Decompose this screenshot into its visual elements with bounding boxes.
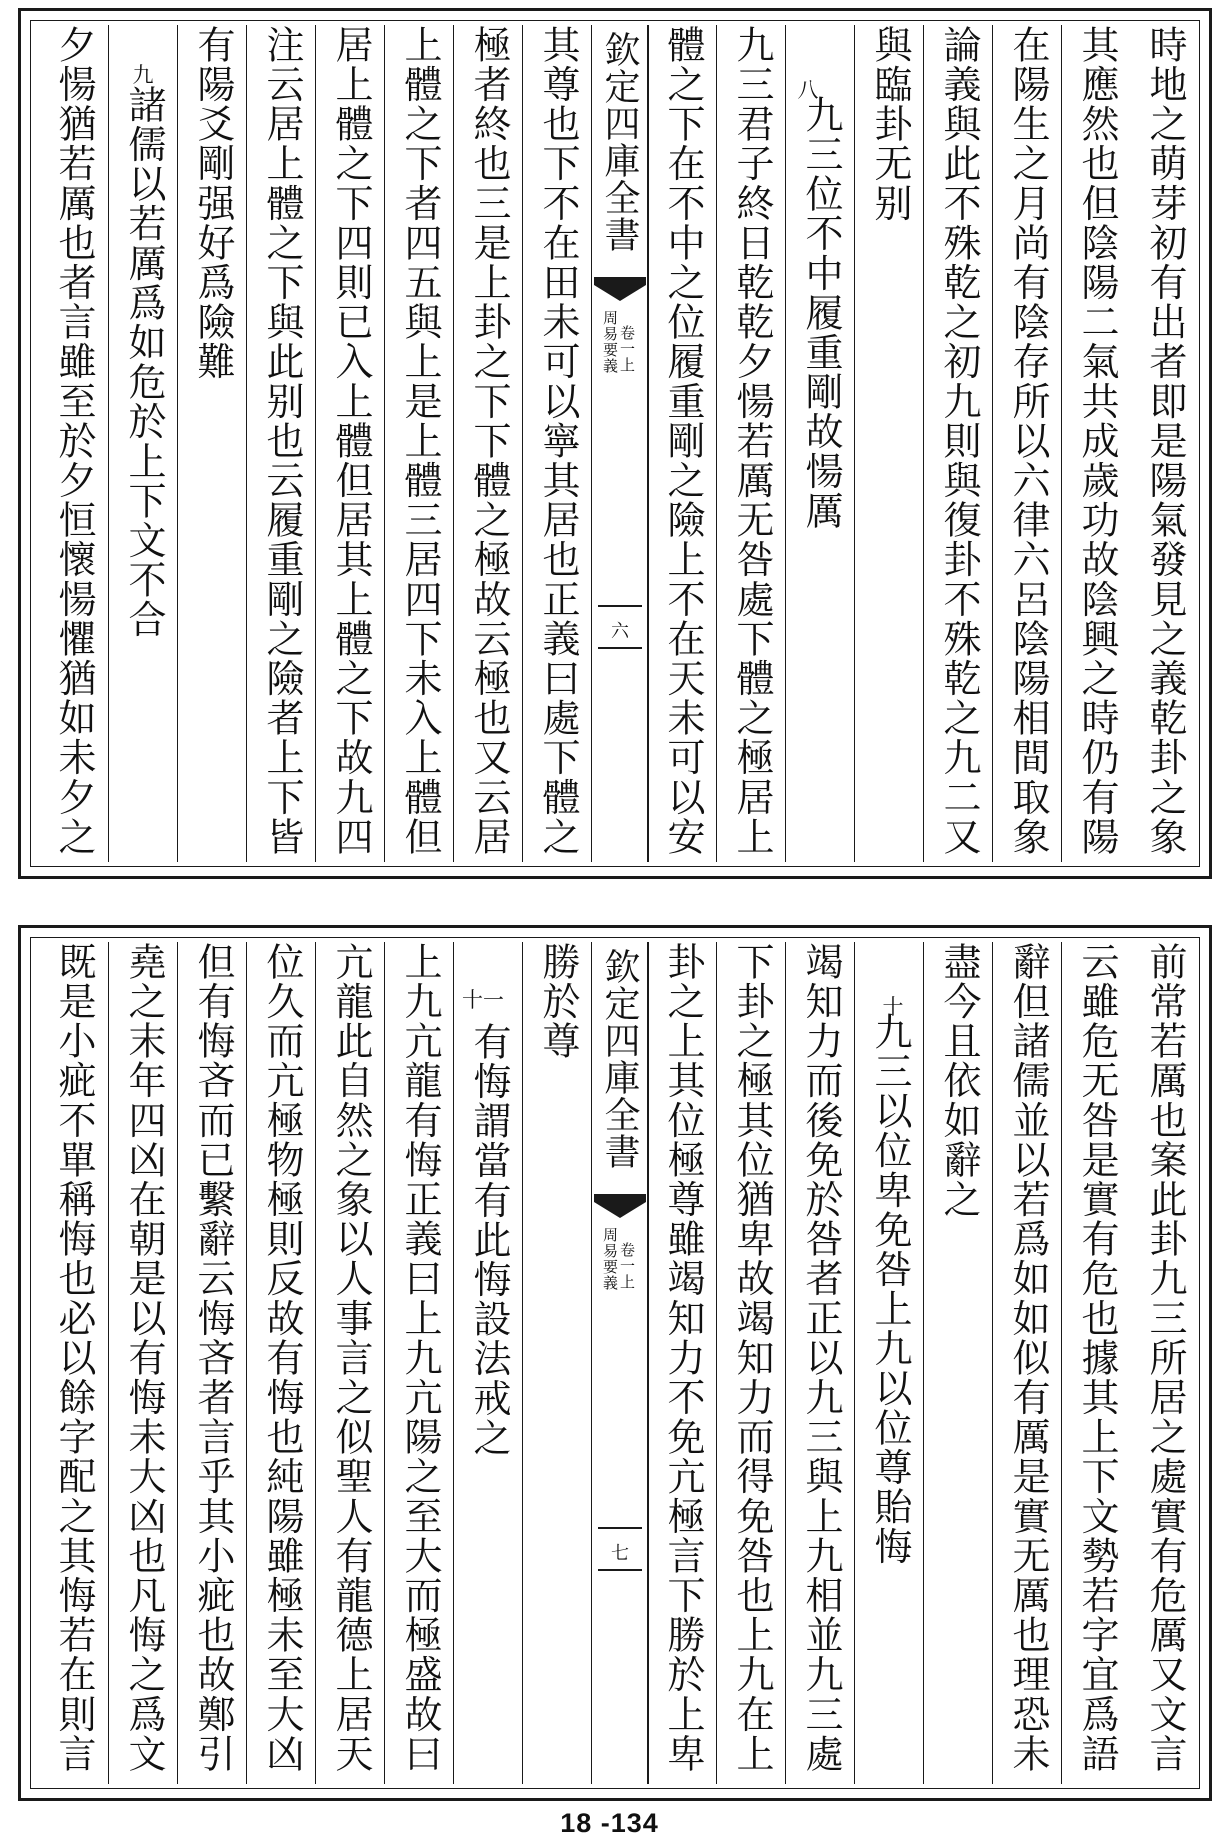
text-column: 夕愓猶若厲也者言雖至於夕恒懷愓懼猶如未夕之	[52, 25, 96, 857]
text-column: 極者終也三是上卦之下下體之極故云極也又云居	[453, 25, 523, 862]
column-text: 有悔謂當有此悔設法戒之	[467, 1022, 511, 1458]
text-column: 既是小疵不單稱悔也必以餘字配之其悔若在則言	[52, 942, 96, 1774]
page-number-rule	[598, 1569, 642, 1571]
text-column: 亢龍此自然之象以人事言之似聖人有龍德上居天	[315, 942, 385, 1784]
text-column: 有陽爻剛强好爲險難	[177, 25, 247, 862]
library-title: 欽定四庫全書	[599, 948, 640, 1170]
text-column: 論義與此不殊乾之初九則與復卦不殊乾之九二又	[923, 25, 993, 862]
text-column: 勝於尊	[522, 942, 592, 1784]
book-title: 周易要義	[601, 1227, 619, 1291]
volume-label: 卷一上	[618, 1242, 636, 1290]
library-title: 欽定四庫全書	[599, 31, 640, 253]
text-column: 九三君子終日乾乾夕愓若厲无咎處下體之極居上	[716, 25, 786, 862]
page-number: 七	[611, 1543, 629, 1564]
book-info	[601, 1227, 619, 1291]
text-column: 堯之末年四凶在朝是以有悔未大凶也凡悔之爲文	[108, 942, 178, 1784]
text-column: 卦之上其位極尊雖竭知力不免亢極言下勝於上卑	[647, 942, 717, 1784]
text-column: 云雖危无咎是實有危也據其上下文勢若字宜爲語	[1061, 942, 1131, 1784]
text-column: 其尊也下不在田未可以寧其居也正義曰處下體之	[522, 25, 592, 862]
page-number: 六	[611, 621, 629, 642]
text-column: 盡今且依如辭之	[923, 942, 993, 1784]
text-column: 位久而亢極物極則反故有悔也純陽雖極未至大凶	[246, 942, 316, 1784]
page-number-rule	[598, 1527, 642, 1529]
book-info	[601, 310, 619, 374]
text-column: 時地之萌芽初有出者即是陽氣發見之義乾卦之象	[1143, 25, 1187, 857]
book-title: 周易要義	[601, 310, 619, 374]
section-number: 十	[882, 995, 904, 1019]
fish-tail-mark-icon	[592, 275, 648, 303]
text-column: 上體之下者四五與上是上體三居四下未入上體但	[384, 25, 454, 862]
text-column	[785, 25, 855, 862]
text-column: 下卦之極其位猶卑故竭知力而得免咎也上九在上	[716, 942, 786, 1784]
page-number-rule	[598, 605, 642, 607]
column-text: 九三以位卑免咎上九以位尊貽悔	[868, 1012, 912, 1567]
top-page-inner-frame	[30, 20, 1200, 867]
text-column: 辭但諸儒並以若爲如如似有厲是實无厲也理恐未	[992, 942, 1062, 1784]
text-column: 但有悔吝而已繫辭云悔吝者言乎其小疵也故鄭引	[177, 942, 247, 1784]
text-column: 竭知力而後免於咎者正以九三與上九相並九三處	[785, 942, 855, 1784]
text-column: 在陽生之月尚有陰存所以六律六呂陰陽相間取象	[992, 25, 1062, 862]
text-column	[854, 942, 924, 1784]
text-column: 注云居上體之下與此别也云履重剛之險者上下皆	[246, 25, 316, 862]
bottom-page	[18, 925, 1212, 1801]
section-number: 十一	[462, 988, 504, 1012]
bottom-page-inner-frame	[30, 937, 1200, 1789]
volume-label: 卷一上	[618, 325, 636, 373]
top-page	[18, 8, 1212, 879]
section-number: 八	[797, 78, 819, 102]
section-number: 九	[132, 63, 154, 87]
column-text: 九三位不中履重剛故愓厲	[799, 95, 843, 531]
text-column: 居上體之下四則已入上體但居其上體之下故九四	[315, 25, 385, 862]
fish-tail-mark-icon	[592, 1192, 648, 1220]
page-number-rule	[598, 647, 642, 649]
text-column: 上九亢龍有悔正義曰上九亢陽之至大而極盛故曰	[384, 942, 454, 1784]
text-column	[453, 942, 523, 1784]
text-column: 與臨卦无别	[854, 25, 924, 862]
text-column: 體之下在不中之位履重剛之險上不在天未可以安	[647, 25, 717, 862]
text-column: 前常若厲也案此卦九三所居之處實有危厲又文言	[1143, 942, 1187, 1774]
page-footer-number: 18 -134	[560, 1808, 659, 1838]
text-column	[108, 25, 178, 862]
center-fold-block	[591, 942, 649, 1784]
column-text: 諸儒以若厲爲如危於上下文不合	[122, 85, 166, 640]
text-column: 其應然也但陰陽二氣共成歲功故陰興之時仍有陽	[1061, 25, 1131, 862]
center-fold-block	[591, 25, 649, 862]
